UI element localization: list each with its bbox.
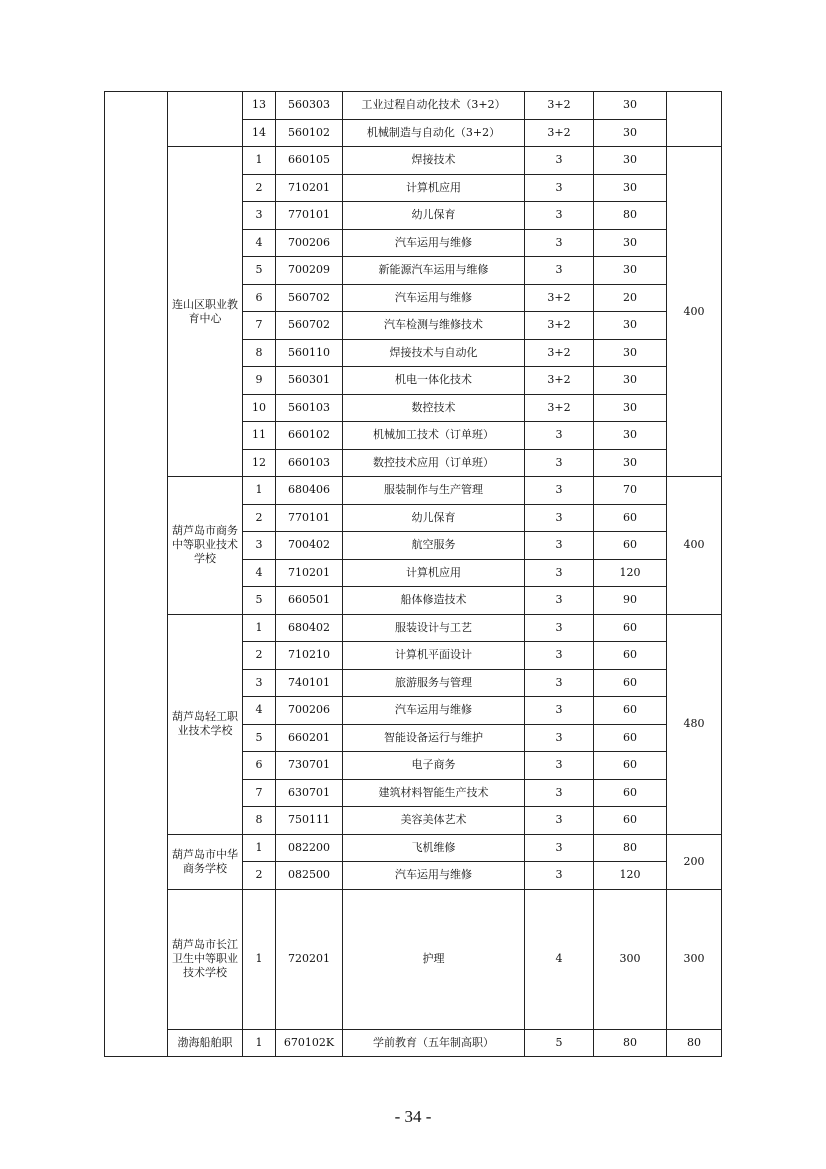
plan-cell: 300	[594, 889, 667, 1029]
total-cell: 400	[667, 477, 722, 615]
total-cell: 400	[667, 147, 722, 477]
major-cell: 幼儿保育	[343, 504, 525, 532]
total-cell: 480	[667, 614, 722, 834]
seq-cell: 1	[243, 1029, 276, 1057]
table-row	[105, 147, 722, 175]
plan-cell: 30	[594, 312, 667, 340]
seq-cell: 1	[243, 889, 276, 1029]
plan-cell: 60	[594, 779, 667, 807]
years-cell: 3	[525, 642, 594, 670]
plan-cell: 80	[594, 202, 667, 230]
school-cell	[168, 147, 243, 477]
school-name: 葫芦岛轻工职业技术学校	[172, 710, 238, 737]
years-cell: 3	[525, 147, 594, 175]
seq-cell: 6	[243, 752, 276, 780]
major-cell: 焊接技术与自动化	[343, 339, 525, 367]
plan-cell: 80	[594, 1029, 667, 1057]
plan-cell: 60	[594, 807, 667, 835]
seq-cell: 7	[243, 312, 276, 340]
code-cell: 710201	[276, 559, 343, 587]
school-cell	[168, 1029, 243, 1057]
major-cell: 旅游服务与管理	[343, 669, 525, 697]
school-cell	[168, 614, 243, 834]
seq-cell: 4	[243, 697, 276, 725]
code-cell: 720201	[276, 889, 343, 1029]
table-row	[105, 614, 722, 642]
major-cell: 幼儿保育	[343, 202, 525, 230]
table-row	[105, 92, 722, 120]
years-cell: 3	[525, 834, 594, 862]
seq-cell: 2	[243, 862, 276, 890]
table-body	[105, 92, 722, 1057]
major-cell: 智能设备运行与维护	[343, 724, 525, 752]
plan-cell: 60	[594, 752, 667, 780]
plan-cell: 60	[594, 504, 667, 532]
plan-cell: 30	[594, 422, 667, 450]
school-name: 连山区职业教育中心	[172, 297, 238, 325]
plan-cell: 120	[594, 862, 667, 890]
seq-cell: 2	[243, 642, 276, 670]
code-cell: 740101	[276, 669, 343, 697]
code-cell: 560110	[276, 339, 343, 367]
years-cell: 5	[525, 1029, 594, 1057]
plan-cell: 30	[594, 367, 667, 395]
years-cell: 3	[525, 614, 594, 642]
seq-cell: 11	[243, 422, 276, 450]
code-cell: 660103	[276, 449, 343, 477]
seq-cell: 1	[243, 477, 276, 505]
plan-cell: 70	[594, 477, 667, 505]
code-cell: 560702	[276, 312, 343, 340]
years-cell: 3	[525, 229, 594, 257]
major-cell: 焊接技术	[343, 147, 525, 175]
major-cell: 数控技术应用（订单班）	[343, 449, 525, 477]
plan-cell: 120	[594, 559, 667, 587]
code-cell: 560301	[276, 367, 343, 395]
table-row	[105, 834, 722, 862]
plan-cell: 30	[594, 229, 667, 257]
plan-cell: 20	[594, 284, 667, 312]
years-cell: 3+2	[525, 312, 594, 340]
years-cell: 3+2	[525, 119, 594, 147]
years-cell: 4	[525, 889, 594, 1029]
code-cell: 660102	[276, 422, 343, 450]
seq-cell: 5	[243, 587, 276, 615]
major-cell: 飞机维修	[343, 834, 525, 862]
school-name: 葫芦岛市商务中等职业技术学校	[172, 524, 238, 566]
plan-cell: 30	[594, 92, 667, 120]
school-cell	[168, 889, 243, 1029]
seq-cell: 8	[243, 339, 276, 367]
seq-cell: 2	[243, 174, 276, 202]
seq-cell: 4	[243, 559, 276, 587]
total-cell: 200	[667, 834, 722, 889]
seq-cell: 8	[243, 807, 276, 835]
total-cell	[667, 92, 722, 147]
code-cell: 730701	[276, 752, 343, 780]
plan-cell: 30	[594, 339, 667, 367]
years-cell: 3	[525, 587, 594, 615]
plan-cell: 30	[594, 449, 667, 477]
major-cell: 航空服务	[343, 532, 525, 560]
plan-cell: 30	[594, 394, 667, 422]
major-cell: 美容美体艺术	[343, 807, 525, 835]
years-cell: 3	[525, 532, 594, 560]
code-cell: 770101	[276, 504, 343, 532]
seq-cell: 4	[243, 229, 276, 257]
school-name: 葫芦岛市中华商务学校	[172, 847, 238, 875]
code-cell: 560702	[276, 284, 343, 312]
school-cell	[168, 834, 243, 889]
table-row	[105, 477, 722, 505]
plan-cell: 60	[594, 697, 667, 725]
plan-cell: 30	[594, 174, 667, 202]
school-cell	[168, 92, 243, 147]
table-row	[105, 889, 722, 1029]
plan-cell: 60	[594, 614, 667, 642]
major-cell: 计算机平面设计	[343, 642, 525, 670]
years-cell: 3+2	[525, 92, 594, 120]
code-cell: 560303	[276, 92, 343, 120]
major-cell: 汽车运用与维修	[343, 862, 525, 890]
plan-cell: 60	[594, 724, 667, 752]
years-cell: 3	[525, 422, 594, 450]
years-cell: 3	[525, 807, 594, 835]
major-cell: 汽车运用与维修	[343, 697, 525, 725]
code-cell: 700206	[276, 697, 343, 725]
plan-cell: 30	[594, 119, 667, 147]
plan-cell: 30	[594, 257, 667, 285]
seq-cell: 1	[243, 614, 276, 642]
school-name: 葫芦岛市长江卫生中等职业技术学校	[172, 938, 238, 979]
major-cell: 工业过程自动化技术（3+2）	[343, 92, 525, 120]
major-cell: 汽车运用与维修	[343, 284, 525, 312]
major-cell: 机械加工技术（订单班）	[343, 422, 525, 450]
code-cell: 630701	[276, 779, 343, 807]
code-cell: 700402	[276, 532, 343, 560]
years-cell: 3+2	[525, 339, 594, 367]
years-cell: 3	[525, 862, 594, 890]
years-cell: 3	[525, 779, 594, 807]
code-cell: 750111	[276, 807, 343, 835]
years-cell: 3	[525, 449, 594, 477]
code-cell: 770101	[276, 202, 343, 230]
years-cell: 3	[525, 257, 594, 285]
seq-cell: 12	[243, 449, 276, 477]
enrollment-table	[104, 91, 722, 1057]
major-cell: 新能源汽车运用与维修	[343, 257, 525, 285]
major-cell: 机电一体化技术	[343, 367, 525, 395]
major-cell: 服装制作与生产管理	[343, 477, 525, 505]
code-cell: 680406	[276, 477, 343, 505]
code-cell: 660201	[276, 724, 343, 752]
code-cell: 082200	[276, 834, 343, 862]
table-row	[105, 1029, 722, 1057]
plan-cell: 80	[594, 834, 667, 862]
years-cell: 3+2	[525, 394, 594, 422]
plan-cell: 60	[594, 669, 667, 697]
seq-cell: 13	[243, 92, 276, 120]
code-cell: 700206	[276, 229, 343, 257]
major-cell: 数控技术	[343, 394, 525, 422]
major-cell: 机械制造与自动化（3+2）	[343, 119, 525, 147]
major-cell: 计算机应用	[343, 559, 525, 587]
seq-cell: 3	[243, 202, 276, 230]
plan-cell: 60	[594, 532, 667, 560]
seq-cell: 7	[243, 779, 276, 807]
major-cell: 电子商务	[343, 752, 525, 780]
plan-cell: 90	[594, 587, 667, 615]
years-cell: 3	[525, 724, 594, 752]
seq-cell: 3	[243, 532, 276, 560]
seq-cell: 5	[243, 257, 276, 285]
code-cell: 082500	[276, 862, 343, 890]
school-name: 渤海船舶职	[177, 1035, 233, 1049]
years-cell: 3	[525, 174, 594, 202]
seq-cell: 1	[243, 147, 276, 175]
years-cell: 3+2	[525, 367, 594, 395]
years-cell: 3	[525, 504, 594, 532]
major-cell: 汽车检测与维修技术	[343, 312, 525, 340]
years-cell: 3	[525, 752, 594, 780]
years-cell: 3+2	[525, 284, 594, 312]
years-cell: 3	[525, 202, 594, 230]
code-cell: 660501	[276, 587, 343, 615]
seq-cell: 3	[243, 669, 276, 697]
region-cell	[105, 92, 168, 1057]
years-cell: 3	[525, 697, 594, 725]
major-cell: 服装设计与工艺	[343, 614, 525, 642]
code-cell: 670102K	[276, 1029, 343, 1057]
major-cell: 汽车运用与维修	[343, 229, 525, 257]
code-cell: 660105	[276, 147, 343, 175]
page-number: - 34 -	[394, 1107, 432, 1126]
seq-cell: 9	[243, 367, 276, 395]
plan-cell: 60	[594, 642, 667, 670]
major-cell: 建筑材料智能生产技术	[343, 779, 525, 807]
years-cell: 3	[525, 669, 594, 697]
code-cell: 560103	[276, 394, 343, 422]
code-cell: 560102	[276, 119, 343, 147]
code-cell: 700209	[276, 257, 343, 285]
major-cell: 计算机应用	[343, 174, 525, 202]
years-cell: 3	[525, 477, 594, 505]
seq-cell: 14	[243, 119, 276, 147]
seq-cell: 2	[243, 504, 276, 532]
seq-cell: 5	[243, 724, 276, 752]
total-cell: 80	[667, 1029, 722, 1057]
seq-cell: 1	[243, 834, 276, 862]
code-cell: 680402	[276, 614, 343, 642]
major-cell: 学前教育（五年制高职）	[343, 1029, 525, 1057]
years-cell: 3	[525, 559, 594, 587]
major-cell: 护理	[343, 889, 525, 1029]
code-cell: 710201	[276, 174, 343, 202]
school-cell	[168, 477, 243, 615]
plan-cell: 30	[594, 147, 667, 175]
total-cell: 300	[667, 889, 722, 1029]
seq-cell: 10	[243, 394, 276, 422]
major-cell: 船体修造技术	[343, 587, 525, 615]
seq-cell: 6	[243, 284, 276, 312]
code-cell: 710210	[276, 642, 343, 670]
